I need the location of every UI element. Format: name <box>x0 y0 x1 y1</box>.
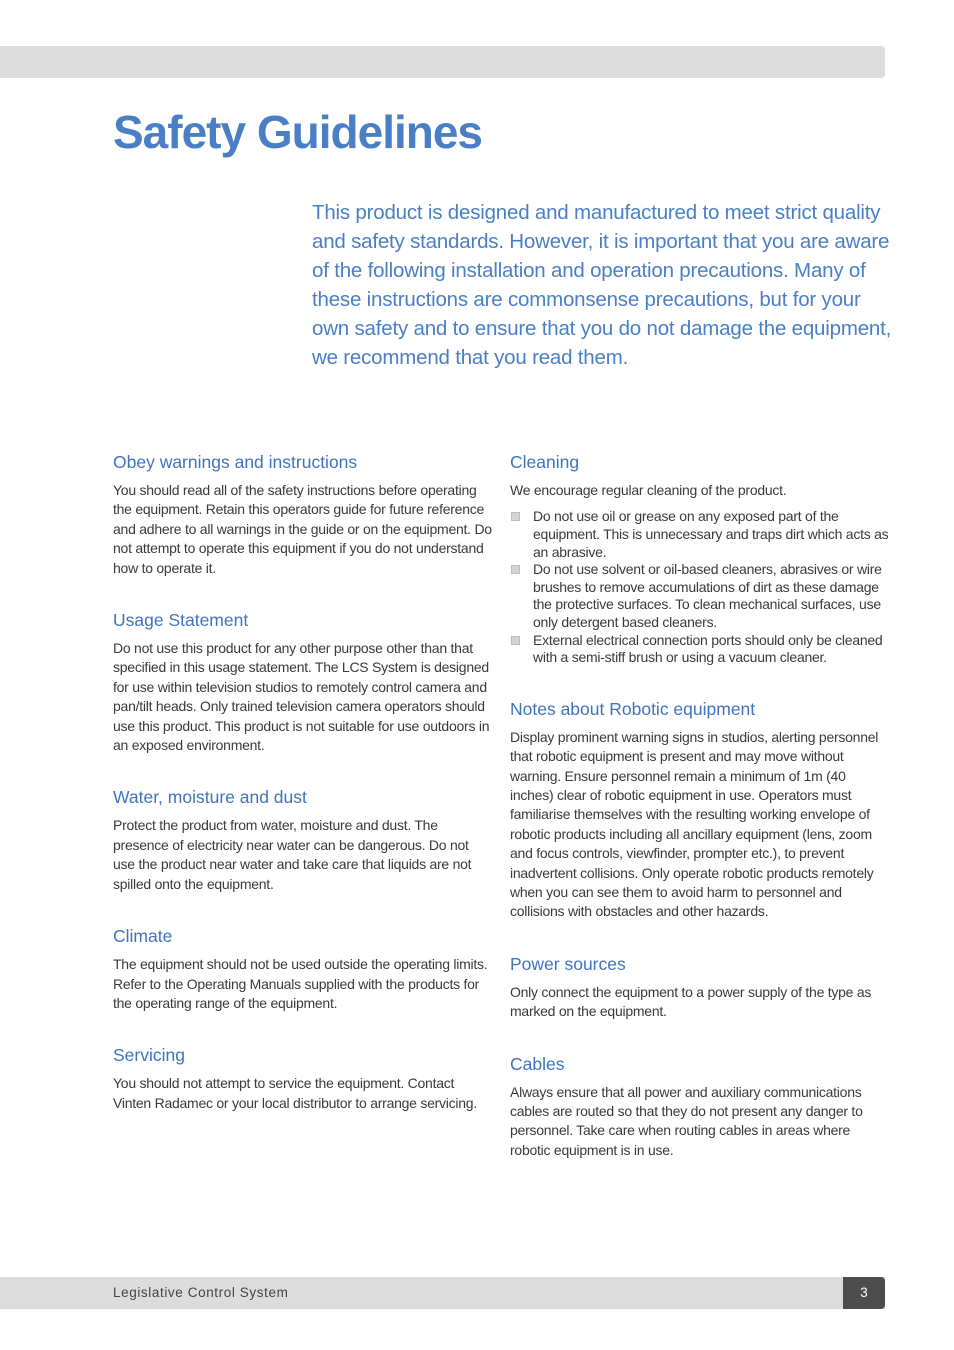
section-heading: Cleaning <box>510 452 580 472</box>
list-item <box>510 561 890 631</box>
section-climate <box>113 924 493 1013</box>
header-band <box>0 46 885 78</box>
square-bullet-icon <box>511 636 520 645</box>
section-power-sources <box>510 952 890 1022</box>
bullet-text: External electrical connection ports should only be cleaned with a semi-stiff brush or using a vacuum cleaner. <box>533 631 883 666</box>
section-heading: Cables <box>510 1053 565 1074</box>
right-column <box>510 450 890 1190</box>
footer-document-title: Legislative Control System <box>113 1285 289 1300</box>
intro-paragraph: This product is designed and manufactured to meet strict quality and safety standards. However, it is important that you are aware of the following installation and operation precautions. Many of these instructions are commonsense precautions, but for your own safety and to ensure that you do not damage the equipment, we recommend that you read them. <box>312 201 892 369</box>
section-text: You should read all of the safety instructions before operating the equipment. Retain this operators guide for future reference and adhere to all warnings in the guide or on the equipment. Do not attempt to operate this equipment if you do not understand how to operate it. <box>113 482 492 576</box>
section-heading: Obey warnings and instructions <box>113 452 358 472</box>
page-number: 3 <box>843 1277 885 1309</box>
section-cleaning <box>510 450 890 667</box>
section-text: The equipment should not be used outside the operating limits. Refer to the Operating Manuals supplied with the products for the operating range of the equipment. <box>113 956 488 1011</box>
section-servicing <box>113 1043 493 1113</box>
square-bullet-icon <box>511 512 520 521</box>
section-text: Do not use this product for any other purpose other than that specified in this usage statement. The LCS System is designed for use within television studios to remotely control camera and pan/tilt heads. Only trained television camera operators should use this product. This product is not suitable for use outdoors in an exposed environment. <box>113 640 490 754</box>
section-obey-warnings <box>113 450 493 578</box>
list-item <box>510 508 890 561</box>
left-column <box>113 450 493 1143</box>
section-heading: Climate <box>113 926 173 947</box>
section-text: Protect the product from water, moisture and dust. The presence of electricity near water can be dangerous. Do not use the product near water and take care that liquids are not spilled onto the equipment. <box>113 817 472 892</box>
section-usage-statement <box>113 608 493 755</box>
section-heading: Power sources <box>510 953 626 974</box>
section-heading: Water, moisture and dust <box>113 787 307 808</box>
section-cables <box>510 1052 890 1161</box>
section-heading: Servicing <box>113 1045 185 1066</box>
section-text: We encourage regular cleaning of the product. <box>510 482 787 498</box>
section-water-moisture-dust <box>113 785 493 894</box>
section-robotic-equipment <box>510 697 890 922</box>
bullet-text: Do not use oil or grease on any exposed part of the equipment. This is unnecessary and traps dirt which acts as an abrasive. <box>533 508 889 560</box>
square-bullet-icon <box>511 565 520 574</box>
section-text: Always ensure that all power and auxiliary communications cables are routed so that they do not present any danger to personnel. Take care when routing cables in areas where robotic equipment is in use. <box>510 1083 863 1158</box>
list-item <box>510 632 890 667</box>
cleaning-bullet-list <box>510 508 890 666</box>
section-heading: Usage Statement <box>113 610 249 631</box>
section-text: You should not attempt to service the equipment. Contact Vinten Radamec or your local distributor to arrange servicing. <box>113 1075 477 1111</box>
section-heading: Notes about Robotic equipment <box>510 698 756 719</box>
bullet-text: Do not use solvent or oil-based cleaners, abrasives or wire brushes to remove accumulations of dirt as these damage the protective surfaces. To clean mechanical surfaces, use only detergent based cleaners. <box>533 561 882 630</box>
page-title: Safety Guidelines <box>113 106 483 158</box>
section-text: Display prominent warning signs in studios, alerting personnel that robotic equipment is present and may move without warning. Ensure personnel remain a minimum of 1m (40 inches) clear of robotic equipment in use. Operators must familiarise themselves with the resulting working envelope of robotic products including all ancillary equipment (lens, zoom and focus controls, viewfinder, prompter etc.), to prevent inadvertent collisions. Only operate robotic products remotely when you can see them to avoid harm to personnel and collisions with obstacles and other hazards. <box>510 728 879 920</box>
section-text: Only connect the equipment to a power supply of the type as marked on the equipment. <box>510 983 872 1020</box>
